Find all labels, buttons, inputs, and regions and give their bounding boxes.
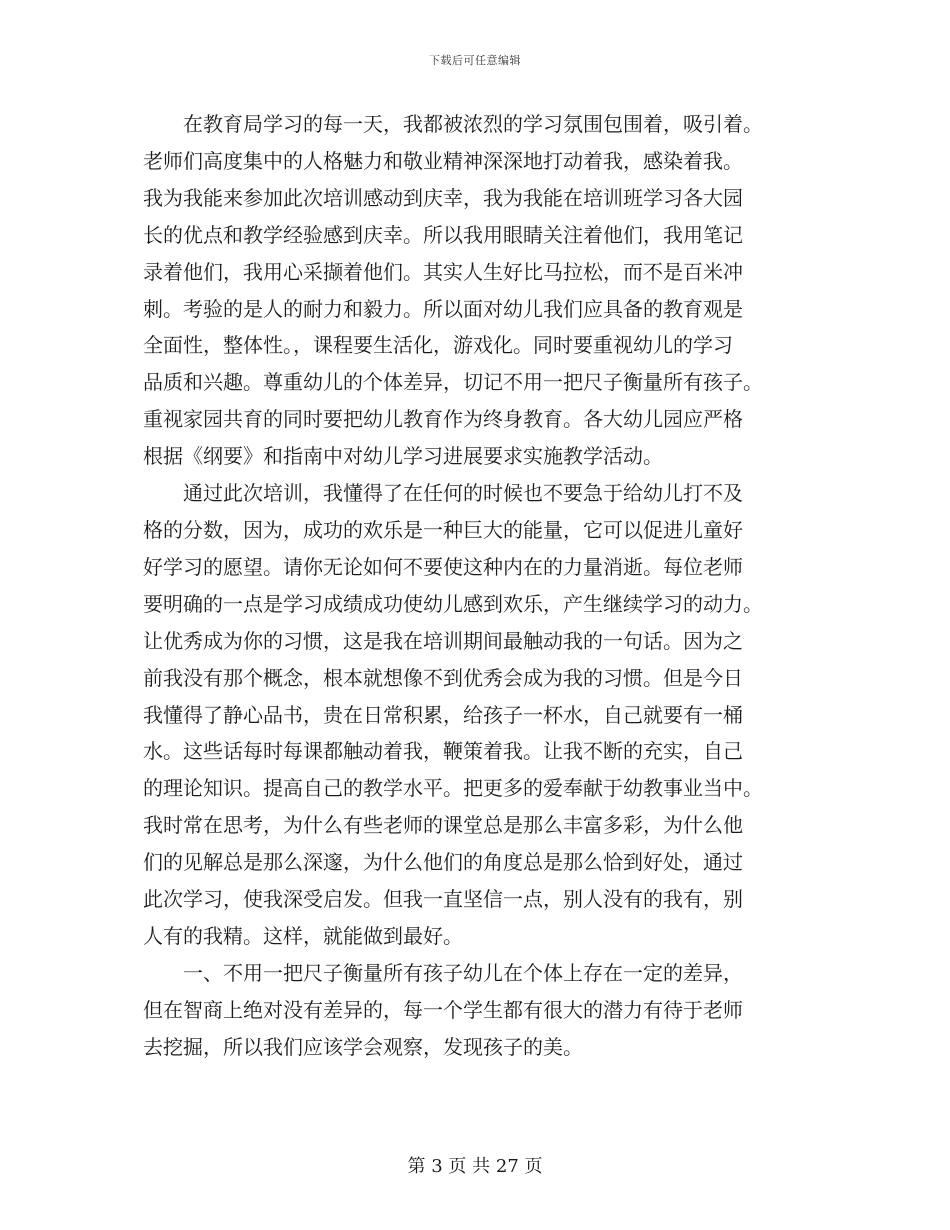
- paragraph-line: 让优秀成为你的习惯，这是我在培训期间最触动我的一句话。因为之: [143, 628, 743, 653]
- paragraph-line: 一、不用一把尺子衡量所有孩子幼儿在个体上存在一定的差异，: [183, 960, 743, 985]
- page-of-label: 页 共: [448, 1156, 491, 1177]
- page-header-note: 下载后可任意编辑: [429, 54, 521, 67]
- paragraph-line: 格的分数，因为，成功的欢乐是一种巨大的能量，它可以促进儿童好: [143, 517, 743, 542]
- paragraph-line: 人有的我精。这样，就能做到最好。: [143, 923, 463, 948]
- paragraph-line: 我为我能来参加此次培训感动到庆幸，我为我能在培训班学习各大园: [143, 185, 743, 210]
- paragraph-line: 录着他们，我用心采撷着他们。其实人生好比马拉松，而不是百米冲: [143, 259, 743, 284]
- paragraph-line: 水。这些话每时每课都触动着我，鞭策着我。让我不断的充实，自己: [143, 739, 743, 764]
- paragraph-line: 的理论知识。提高自己的教学水平。把更多的爱奉献于幼教事业当中。: [143, 776, 763, 801]
- paragraph-line: 去挖掘，所以我们应该学会观察，发现孩子的美。: [143, 1034, 583, 1059]
- page-number-footer: [0, 1152, 950, 1178]
- paragraph-line: 我懂得了静心品书，贵在日常积累，给孩子一杯水，自己就要有一桶: [143, 702, 743, 727]
- total-page-count: 27: [495, 1156, 519, 1177]
- page-label: 第: [407, 1156, 426, 1177]
- paragraph-line: 长的优点和教学经验感到庆幸。所以我用眼睛关注着他们，我用笔记: [143, 222, 743, 247]
- paragraph-line: 老师们高度集中的人格魅力和敬业精神深深地打动着我，感染着我。: [143, 148, 743, 173]
- paragraph-line: 要明确的一点是学习成绩成功使幼儿感到欢乐，产生继续学习的动力。: [143, 591, 763, 616]
- document-body: [143, 106, 803, 1066]
- page-end-label: 页: [524, 1156, 543, 1177]
- paragraph-line: 刺。考验的是人的耐力和毅力。所以面对幼儿我们应具备的教育观是: [143, 296, 743, 321]
- paragraph-line: 好学习的愿望。请你无论如何不要使这种内在的力量消逝。每位老师: [143, 554, 743, 579]
- current-page-number: 3: [431, 1156, 443, 1177]
- paragraph-line: 此次学习，使我深受启发。但我一直坚信一点，别人没有的我有，别: [143, 887, 743, 912]
- paragraph-line: 全面性，整体性。，课程要生活化，游戏化。同时要重视幼儿的学习: [143, 333, 733, 358]
- paragraph-line: 在教育局学习的每一天，我都被浓烈的学习氛围包围着，吸引着。: [183, 112, 763, 136]
- paragraph-line: 根据《纲要》和指南中对幼儿学习进展要求实施教学活动。: [143, 444, 663, 469]
- paragraph-1: [143, 106, 803, 475]
- paragraph-2: [143, 475, 803, 955]
- paragraph-line: 前我没有那个概念，根本就想像不到优秀会成为我的习惯。但是今日: [143, 665, 743, 690]
- paragraph-line: 品质和兴趣。尊重幼儿的个体差异，切记不用一把尺子衡量所有孩子。: [143, 370, 763, 395]
- paragraph-line: 但在智商上绝对没有差异的，每一个学生都有很大的潜力有待于老师: [143, 997, 743, 1022]
- paragraph-line: 重视家园共育的同时要把幼儿教育作为终身教育。各大幼儿园应严格: [143, 407, 743, 432]
- paragraph-line: 们的见解总是那么深邃，为什么他们的角度总是那么恰到好处，通过: [143, 850, 743, 875]
- paragraph-3: [143, 955, 803, 1066]
- paragraph-line: 通过此次培训，我懂得了在任何的时候也不要急于给幼儿打不及: [183, 481, 743, 506]
- paragraph-line: 我时常在思考，为什么有些老师的课堂总是那么丰富多彩，为什么他: [143, 813, 743, 838]
